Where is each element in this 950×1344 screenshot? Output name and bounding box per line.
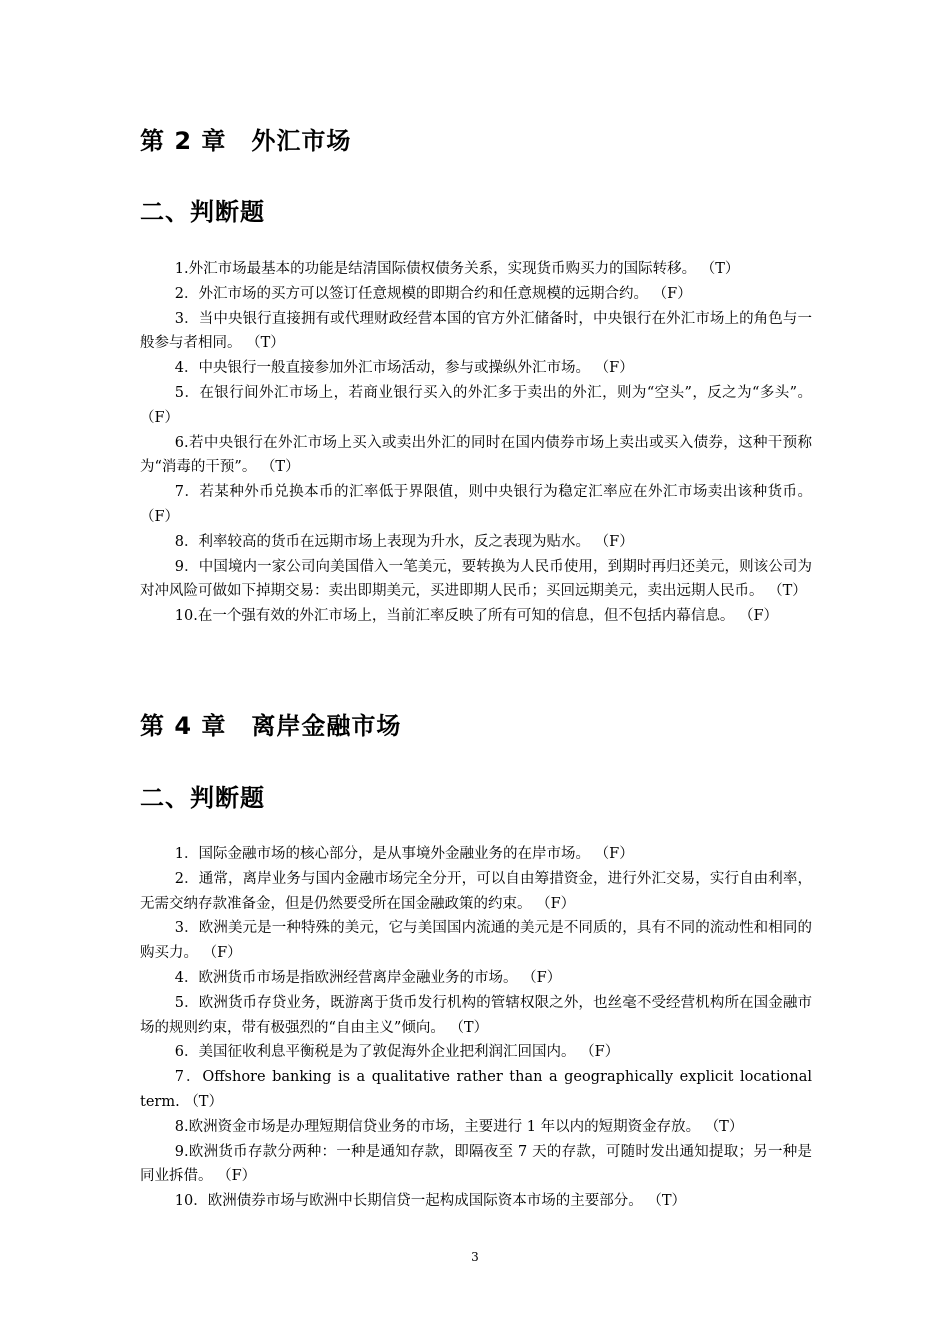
answer-mark: （F） bbox=[652, 285, 692, 302]
question-item bbox=[140, 282, 812, 307]
question-text: 3．欧洲美元是一种特殊的美元，它与美国国内流通的美元是不同质的，具有不同的流动性和相同的购买力。 bbox=[140, 920, 812, 962]
question-text: 6．美国征收利息平衡税是为了敦促海外企业把利润汇回国内。 bbox=[174, 1044, 576, 1061]
question-text: 3．当中央银行直接拥有或代理财政经营本国的官方外汇储备时，中央银行在外汇市场上的角色与一般参与者相同。 bbox=[140, 310, 812, 352]
section-title: 二、判断题 bbox=[140, 198, 265, 226]
answer-mark: （F） bbox=[217, 1168, 257, 1185]
question-item bbox=[140, 356, 812, 381]
question-text: 2．外汇市场的买方可以签订任意规模的即期合约和任意规模的远期合约。 bbox=[174, 285, 649, 302]
question-item bbox=[140, 381, 812, 431]
question-text: 1.外汇市场最基本的功能是结清国际债权债务关系，实现货币购买力的国际转移。 bbox=[174, 261, 697, 277]
question-text: 1．国际金融市场的核心部分，是从事境外金融业务的在岸市场。 bbox=[174, 846, 591, 862]
question-item bbox=[140, 1065, 812, 1115]
question-text: 6.若中央银行在外汇市场上买入或卖出外汇的同时在国内债券市场上卖出或买入债券，这种干预称为“消毒的干预”。 bbox=[140, 434, 812, 476]
answer-mark: （F） bbox=[594, 533, 634, 550]
answer-mark: （F） bbox=[140, 409, 180, 426]
answer-mark: （F） bbox=[738, 608, 779, 625]
question-item bbox=[140, 966, 812, 991]
question-item bbox=[140, 1115, 812, 1140]
answer-mark: （F） bbox=[522, 969, 562, 986]
question-text: 7．Offshore banking is a qualitative rather than a geographically explicit locational term. bbox=[140, 1069, 812, 1110]
answer-mark: （T） bbox=[449, 1019, 489, 1036]
question-item bbox=[140, 530, 812, 555]
question-item bbox=[140, 842, 812, 867]
question-text: 5．在银行间外汇市场上，若商业银行买入的外汇多于卖出的外汇，则为“空头”，反之为“多头”。 bbox=[174, 384, 812, 401]
chapter-title: 第 2 章 外汇市场 bbox=[140, 127, 352, 155]
question-item bbox=[140, 480, 812, 530]
question-item bbox=[140, 1040, 812, 1065]
question-text: 4．中央银行一般直接参加外汇市场活动，参与或操纵外汇市场。 bbox=[174, 360, 591, 377]
answer-mark: （F） bbox=[140, 508, 180, 525]
answer-mark: （T） bbox=[184, 1093, 223, 1110]
question-item bbox=[140, 257, 812, 282]
question-text: 9.欧洲货币存款分两种：一种是通知存款，即隔夜至 7 天的存款，可随时发出通知提取；另一种是同业拆借。 bbox=[140, 1143, 812, 1185]
question-text: 8.欧洲资金市场是办理短期信贷业务的市场，主要进行 1 年以内的短期资金存放。 bbox=[174, 1118, 701, 1135]
answer-mark: （T） bbox=[700, 261, 740, 277]
answer-mark: （F） bbox=[594, 846, 634, 862]
question-text: 7．若某种外币兑换本币的汇率低于界限值，则中央银行为稳定汇率应在外汇市场卖出该种货币。 bbox=[174, 484, 812, 501]
question-text: 9．中国境内一家公司向美国借入一笔美元，要转换为人民币使用，到期时再归还美元，则该公司为对冲风险可做如下掉期交易：卖出即期美元，买进即期人民币；买回远期美元，卖出远期人民币。 bbox=[140, 558, 812, 600]
answer-mark: （F） bbox=[202, 945, 242, 962]
question-item bbox=[140, 431, 812, 481]
question-item bbox=[140, 867, 812, 917]
answer-mark: （T） bbox=[768, 583, 807, 600]
question-item bbox=[140, 1140, 812, 1190]
question-list bbox=[140, 257, 812, 629]
question-text: 8．利率较高的货币在远期市场上表现为升水，反之表现为贴水。 bbox=[174, 533, 591, 550]
answer-mark: （T） bbox=[704, 1118, 744, 1135]
chapter-title: 第 4 章 离岸金融市场 bbox=[140, 712, 402, 740]
answer-mark: （T） bbox=[647, 1193, 687, 1210]
question-item bbox=[140, 307, 812, 357]
answer-mark: （F） bbox=[594, 360, 634, 377]
answer-mark: （F） bbox=[536, 895, 576, 912]
question-item bbox=[140, 555, 812, 605]
question-item bbox=[140, 916, 812, 966]
answer-mark: （T） bbox=[246, 335, 285, 352]
question-item bbox=[140, 991, 812, 1041]
question-list bbox=[140, 842, 812, 1214]
question-text: 2．通常，离岸业务与国内金融市场完全分开，可以自由筹措资金，进行外汇交易，实行自由利率，无需交纳存款准备金，但是仍然要受所在国金融政策的约束。 bbox=[140, 870, 812, 912]
question-text: 10．欧洲债券市场与欧洲中长期信贷一起构成国际资本市场的主要部分。 bbox=[174, 1193, 643, 1210]
question-item bbox=[140, 1189, 812, 1214]
answer-mark: （T） bbox=[260, 459, 300, 476]
section-title: 二、判断题 bbox=[140, 784, 265, 812]
question-text: 5．欧洲货币存贷业务，既游离于货币发行机构的管辖权限之外，也丝毫不受经营机构所在国金融市场的规则约束，带有极强烈的“自由主义”倾向。 bbox=[140, 994, 812, 1036]
question-text: 10.在一个强有效的外汇市场上，当前汇率反映了所有可知的信息，但不包括内幕信息。 bbox=[174, 608, 735, 625]
answer-mark: （F） bbox=[580, 1044, 620, 1061]
question-item bbox=[140, 604, 812, 629]
page-number: 3 bbox=[471, 1250, 479, 1264]
question-text: 4．欧洲货币市场是指欧洲经营离岸金融业务的市场。 bbox=[174, 969, 518, 986]
